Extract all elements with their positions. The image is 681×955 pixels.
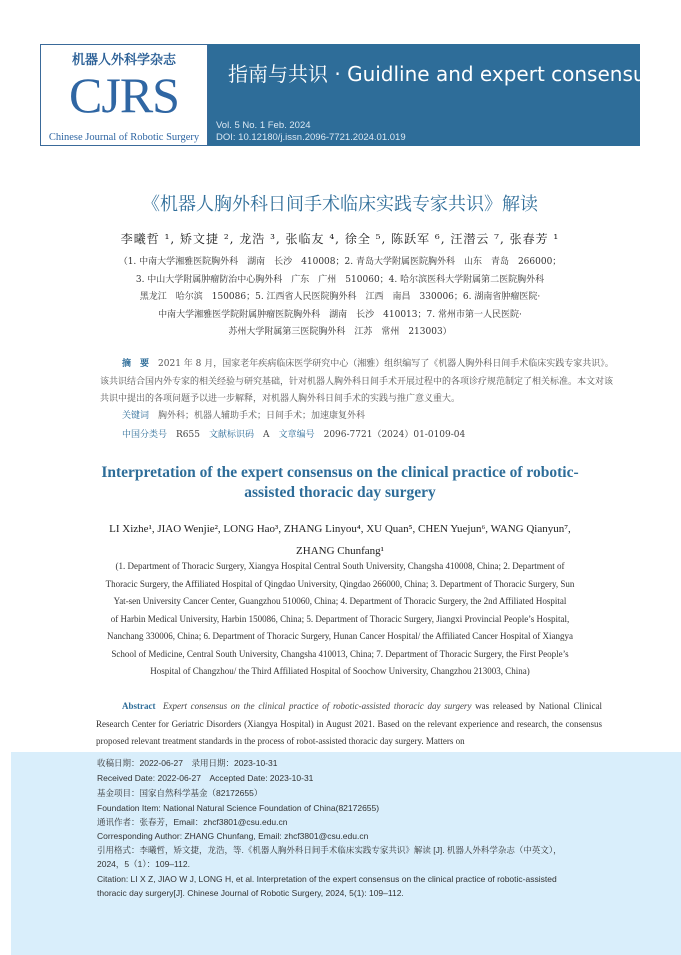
fund-cn: 基金项目：国家自然科学基金（82172655） — [97, 788, 263, 798]
en-abstract-label: Abstract — [122, 701, 156, 711]
cn-classification — [122, 427, 622, 445]
journal-logo — [40, 44, 208, 146]
volume-info: Vol. 5 No. 1 Feb. 2024 — [216, 120, 311, 131]
en-authors-line: ZHANG Chunfang¹ — [296, 545, 384, 557]
en-affiliations — [40, 558, 640, 681]
cn-affiliation-line: 中南大学湘雅医学院附属肿瘤医院胸外科 湖南 长沙 410013；7. 常州市第一人民医院· — [158, 309, 522, 320]
cn-affiliation-line: 黑龙江 哈尔滨 150086；5. 江西省人民医院胸外科 江西 南昌 330006；6. 湖南省肿瘤医院· — [139, 292, 541, 302]
citation-cn-line2: 2024，5（1）：109–112. — [97, 859, 190, 869]
en-authors-line: LI Xizhe¹, JIAO Wenjie², LONG Hao³, ZHANG Linyou⁴, XU Quan⁵, CHEN Yuejun⁶, WANG Qianyun⁷, — [109, 523, 571, 535]
corresponding-author-cn: 通讯作者：张春芳，Email：zhcf3801@csu.edu.cn — [97, 817, 288, 827]
cn-keywords-label: 关键词 — [122, 411, 150, 421]
cn-abstract-text: 2021 年 8 月，国家老年疾病临床医学研究中心（湘雅）组织编写了《机器人胸外科日间手术临床实践专家共识》。该共识结合国内外专家的相关经验与研究基础，针对机器人胸外科日间手术开展过程中的各项诊疗规范制定了相关标准。本文对该共识中提出的各项问题予以进一步解释，对机器人胸外科日间手术的实践与推广意义重大。 — [100, 359, 614, 404]
cn-article-label: 文章编号 — [278, 430, 315, 440]
corresponding-author-en: Corresponding Author: ZHANG Chunfang, Email: zhcf3801@csu.edu.cn — [97, 831, 369, 841]
en-affiliation-line: of Harbin Medical University, Harbin 150086, China; 5. Department of Thoracic Surgery, Jiangxi Provincial People’s Hospital, — [110, 613, 570, 624]
logo-english-name: Chinese Journal of Robotic Surgery — [48, 132, 200, 143]
article-info-box — [11, 752, 681, 955]
en-title-line: Interpretation of the expert consensus on the clinical practice of robotic- — [101, 464, 579, 481]
citation-en-line2: thoracic day surgery[J]. Chinese Journal of Robotic Surgery, 2024, 5(1): 109–112. — [97, 888, 404, 898]
en-abstract-italic: Expert consensus on the clinical practice of robotic-assisted thoracic day surgery — [162, 701, 472, 711]
en-authors — [40, 518, 640, 562]
cn-class-label: 中国分类号 — [122, 430, 168, 440]
received-date-cn: 收稿日期：2022-06-27 录用日期：2023-10-31 — [97, 758, 278, 768]
en-affiliation-line: Hospital of Changzhou/ the Third Affiliated Hospital of Soochow University, Changzhou 213003, China) — [150, 666, 530, 676]
en-article-title — [40, 463, 640, 503]
en-affiliation-line: Yat-sen University Cancer Center, Guangzhou 510060, China; 4. Department of Thoracic Surgery, the 2nd Affiliated Hospital — [113, 596, 567, 606]
cn-affiliation-line: 苏州大学附属第三医院胸外科 江苏 常州 213003） — [228, 327, 452, 337]
citation-cn-line1: 引用格式：李曦哲，矫文捷，龙浩，等.《机器人胸外科日间手术临床实践专家共识》解读 [J]. 机器人外科学杂志（中英文）， — [97, 845, 562, 855]
cn-keywords-text: 胸外科；机器人辅助手术；日间手术；加速康复外科 — [158, 411, 366, 421]
en-affiliation-line: (1. Department of Thoracic Surgery, Xiangya Hospital Central South University, Changsha 410008, China; 2. Department of — [115, 561, 565, 571]
cn-class-value: R655 — [176, 430, 200, 440]
cn-doc-value: A — [263, 430, 270, 440]
en-affiliation-line: School of Medicine, Central South University, Changsha 410013, China; 7. Department of Thoracic Surgery, the First People’s — [111, 648, 569, 659]
doi[interactable]: DOI: 10.12180/j.issn.2096-7721.2024.01.019 — [216, 132, 406, 143]
en-title-line: assisted thoracic day surgery — [244, 484, 436, 501]
logo-chinese-name: 机器人外科学杂志 — [71, 53, 176, 68]
cn-keywords — [122, 408, 622, 426]
cn-article-title: 《机器人胸外科日间手术临床实践专家共识》解读 — [142, 194, 538, 215]
en-affiliation-line: Nanchang 330006, China; 6. Department of Thoracic Surgery, Hunan Cancer Hospital/ the Affiliated Cancer Hospital of Xiangya — [106, 631, 574, 641]
cn-article-value: 2096-7721（2024）01-0109-04 — [323, 430, 466, 440]
cn-abstract-label: 摘 要 — [122, 359, 150, 369]
header-band — [208, 44, 656, 146]
en-affiliation-line: Thoracic Surgery, the Affiliated Hospital of Qingdao University, Qingdao 266000, China; 3. Department of Thoracic Surgery, Sun — [105, 578, 575, 589]
citation-en-line1: Citation: LI X Z, JIAO W J, LONG H, et al. Interpretation of the expert consensus on the clinical practice of robotic-assisted — [97, 874, 557, 884]
section-title: 指南与共识 · Guidline and expert consensus — [228, 62, 656, 86]
fund-en: Foundation Item: National Natural Science Foundation of China(82172655) — [97, 803, 380, 813]
logo-abbreviation: CJRS — [69, 67, 179, 123]
en-abstract — [96, 698, 602, 751]
en-abstract-text: was released by National Clinical Research Center for Geriatric Disorders (Xiangya Hospital) in August 2021. Based on the relevant experience and research, the consensus proposed relevant treatment standards in the process of robot-assisted thoracic day surgery. Matters on — [96, 701, 602, 746]
cn-authors: 李曦哲 ¹, 矫文捷 ², 龙浩 ³, 张临友 ⁴, 徐全 ⁵, 陈跃军 ⁶, 汪潜云 ⁷, 张春芳 ¹ — [120, 232, 560, 246]
cn-affiliations — [40, 254, 640, 342]
cn-abstract — [100, 356, 620, 409]
received-date-en: Received Date: 2022-06-27 Accepted Date: 2023-10-31 — [97, 773, 314, 783]
cn-affiliation-line: （1. 中南大学湘雅医院胸外科 湖南 长沙 410008；2. 青岛大学附属医院胸外科 山东 青岛 266000； — [118, 257, 562, 267]
cn-doc-label: 文献标识码 — [209, 430, 255, 440]
cn-affiliation-line: 3. 中山大学附属肿瘤防治中心胸外科 广东 广州 510060；4. 哈尔滨医科大学附属第二医院胸外科 — [135, 274, 545, 285]
